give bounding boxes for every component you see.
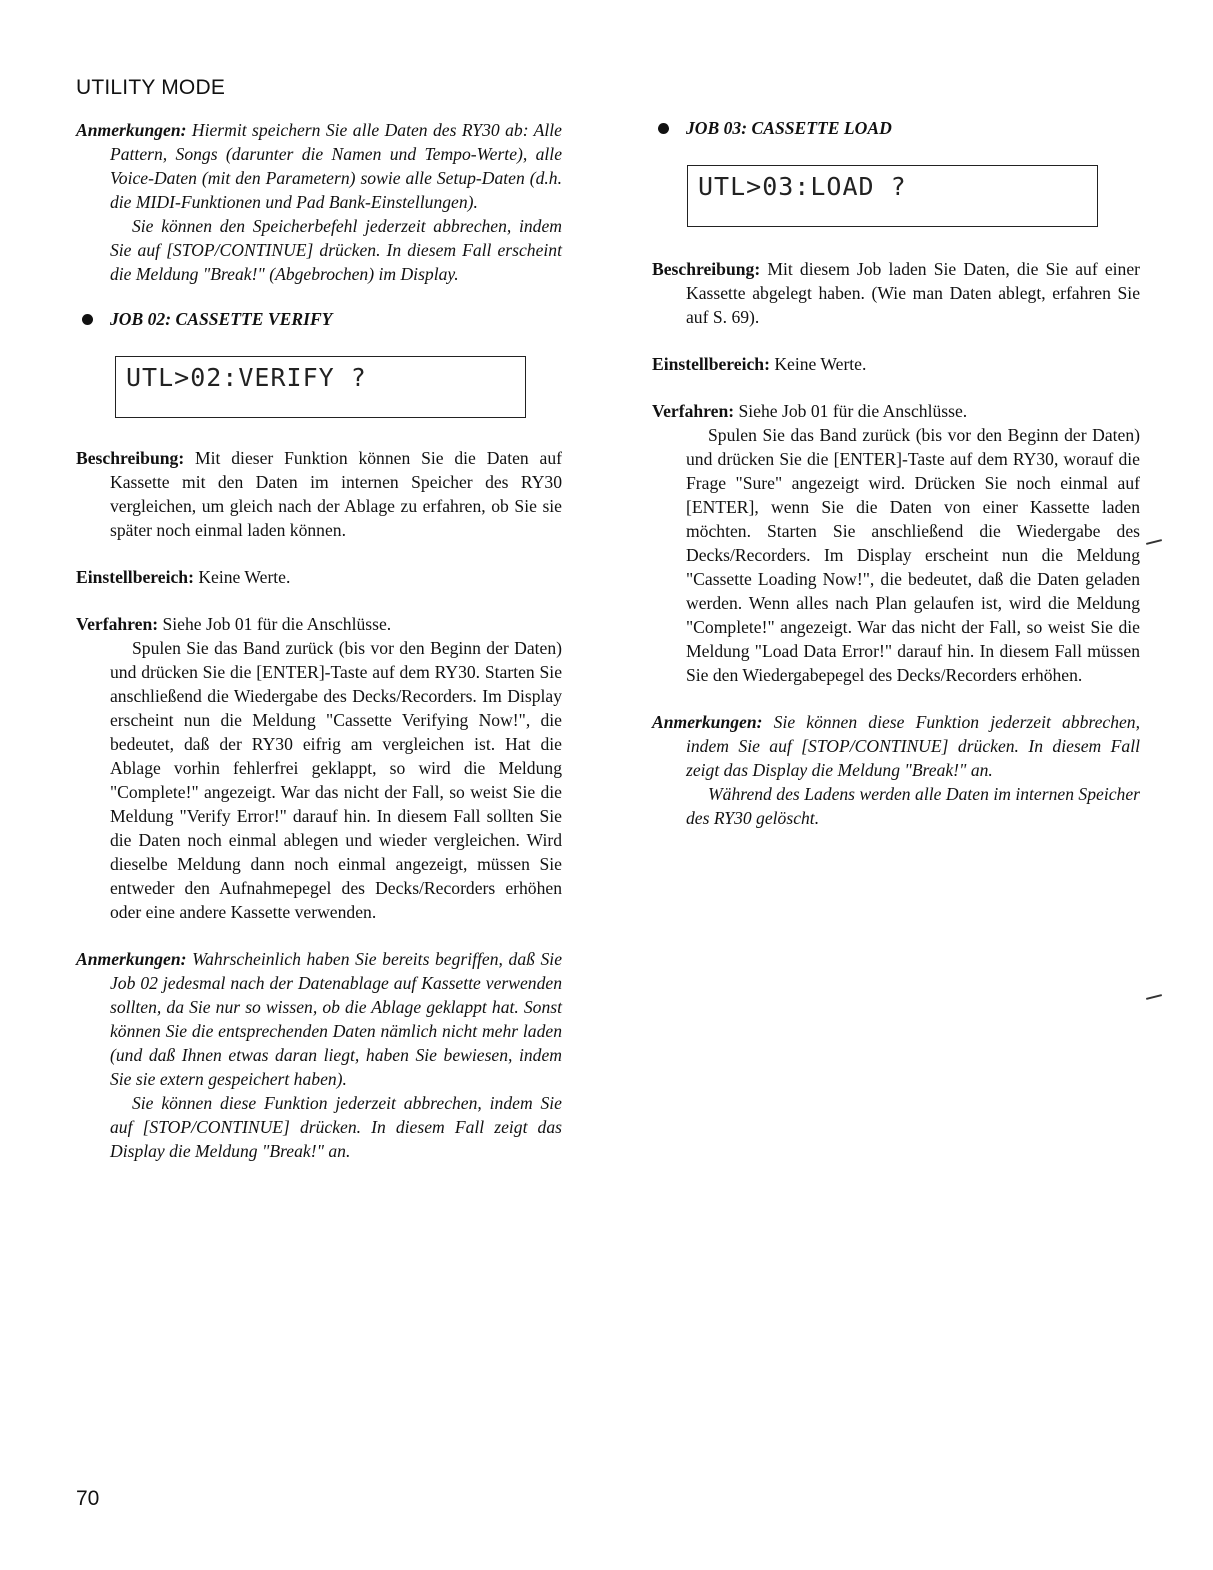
lcd-text: UTL>02:VERIFY ? [126, 363, 367, 392]
procedure-text-2: Spulen Sie das Band zurück (bis vor den Beginn der Daten) und drücken Sie die [ENTER]-Taste auf dem RY30. Starten Sie anschließend die Wiedergabe des Decks/Recorders. Im Display erscheint nun die Meldung "Cassette Verifying Now!", die bedeutet, daß der RY30 eifrig am vergleichen ist. Hat die Ablage vorhin fehlerfrei geklappt, so wird die Meldung "Complete!" angezeigt. War das nicht der Fall, so weist Sie die Meldung "Verify Error!" darauf hin. In diesem Fall sollten Sie die Daten noch einmal ablegen und wieder vergleichen. Wird dieselbe Meldung dann noch einmal angezeigt, müssen Sie entweder den Aufnahmepegel des Decks/Recorders erhöhen oder eine andere Kassette verwenden. [110, 638, 562, 922]
notes-section-verify [76, 947, 562, 1163]
notes-text: Sie können diese Funktion jederzeit abbrechen, indem Sie auf [STOP/CONTINUE] drücken. In diesem Fall zeigt das Display die Meldung "Break!" an. [686, 712, 1141, 780]
description-text: Mit diesem Job laden Sie Daten, die Sie auf einer Kassette abgelegt haben. (Wie man Daten ablegt, erfahren Sie auf S. 69). [686, 259, 1140, 327]
range-section [652, 352, 1140, 376]
scan-mark [1146, 994, 1162, 1000]
bullet-icon [658, 123, 669, 134]
notes-text-2: Während des Ladens werden alle Daten im internen Speicher des RY30 gelöscht. [686, 784, 1140, 828]
notes-label: Anmerkungen: [76, 120, 187, 140]
description-section [652, 257, 1140, 329]
description-label: Beschreibung: [76, 448, 185, 468]
lcd-display-load [687, 165, 1098, 227]
lcd-display-verify [115, 356, 526, 418]
procedure-label: Verfahren: [652, 401, 735, 421]
right-column [652, 118, 1140, 830]
range-text: Keine Werte. [774, 354, 867, 374]
range-label: Einstellbereich: [76, 567, 194, 587]
notes-section-load [652, 710, 1140, 830]
procedure-text-2: Spulen Sie das Band zurück (bis vor den Beginn der Daten) und drücken Sie die [ENTER]-Taste auf dem RY30, worauf die Frage "Sure" angezeigt wird. Drücken Sie noch einmal auf [ENTER], wenn Sie die Daten von einer Kassette laden möchten. Starten Sie anschließend die Wiedergabe des Decks/Recorders. Im Display erscheint nun die Meldung "Cassette Loading Now!", die bedeutet, daß die Daten geladen werden. Wenn alles nach Plan gelaufen ist, wird die Meldung "Complete!" angezeigt. War das nicht der Fall, so weist Sie die Meldung "Load Data Error!" darauf hin. In diesem Fall müssen Sie den Wiedergabepegel des Decks/Recorders erhöhen. [686, 425, 1140, 685]
notes-text: Hiermit speichern Sie alle Daten des RY30 ab: Alle Pattern, Songs (darunter die Namen und Tempo-Werte), alle Voice-Daten (mit den Parametern) sowie alle Setup-Daten (d.h. die MIDI-Funktionen und Pad Bank-Einstellungen). [110, 120, 562, 212]
notes-label: Anmerkungen: [652, 712, 763, 732]
running-header: UTILITY MODE [76, 76, 226, 99]
procedure-section [76, 612, 562, 924]
job02-heading [76, 309, 562, 330]
range-text: Keine Werte. [198, 567, 291, 587]
description-section [76, 446, 562, 542]
procedure-section [652, 399, 1140, 687]
bullet-icon [82, 314, 93, 325]
notes-text-2: Sie können diese Funktion jederzeit abbrechen, indem Sie auf [STOP/CONTINUE] drücken. In diesem Fall zeigt das Display die Meldung "Break!" an. [110, 1093, 562, 1161]
range-label: Einstellbereich: [652, 354, 770, 374]
lcd-text: UTL>03:LOAD ? [698, 172, 907, 201]
description-text: Mit dieser Funktion können Sie die Daten auf Kassette mit den Daten im internen Speicher des RY30 vergleichen, um gleich nach der Ablage zu erfahren, ob Sie sie später noch einmal laden können. [110, 448, 562, 540]
notes-text: Wahrscheinlich haben Sie bereits begriffen, daß Sie Job 02 jedesmal nach der Datenablage auf Kassette verwenden sollten, da Sie nur so wissen, ob die Ablage geklappt hat. Sonst können Sie die entsprechenden Daten nämlich nicht mehr laden (und daß Ihnen etwas daran liegt, haben Sie bewiesen, indem Sie sie extern gespeichert haben). [110, 949, 562, 1089]
page-number: 70 [76, 1487, 100, 1510]
range-section [76, 565, 562, 589]
left-column [76, 118, 562, 1163]
notes-label: Anmerkungen: [76, 949, 187, 969]
procedure-text: Siehe Job 01 für die Anschlüsse. [738, 401, 968, 421]
notes-section-save [76, 118, 562, 286]
job03-title: JOB 03: CASSETTE LOAD [686, 118, 892, 138]
notes-text-2: Sie können den Speicherbefehl jederzeit abbrechen, indem Sie auf [STOP/CONTINUE] drücken. In diesem Fall erscheint die Meldung "Break!" (Abgebrochen) im Display. [110, 216, 562, 284]
description-label: Beschreibung: [652, 259, 761, 279]
job02-title: JOB 02: CASSETTE VERIFY [110, 309, 333, 329]
procedure-text: Siehe Job 01 für die Anschlüsse. [162, 614, 392, 634]
job03-heading [652, 118, 1140, 139]
procedure-label: Verfahren: [76, 614, 159, 634]
scan-mark [1146, 539, 1162, 545]
